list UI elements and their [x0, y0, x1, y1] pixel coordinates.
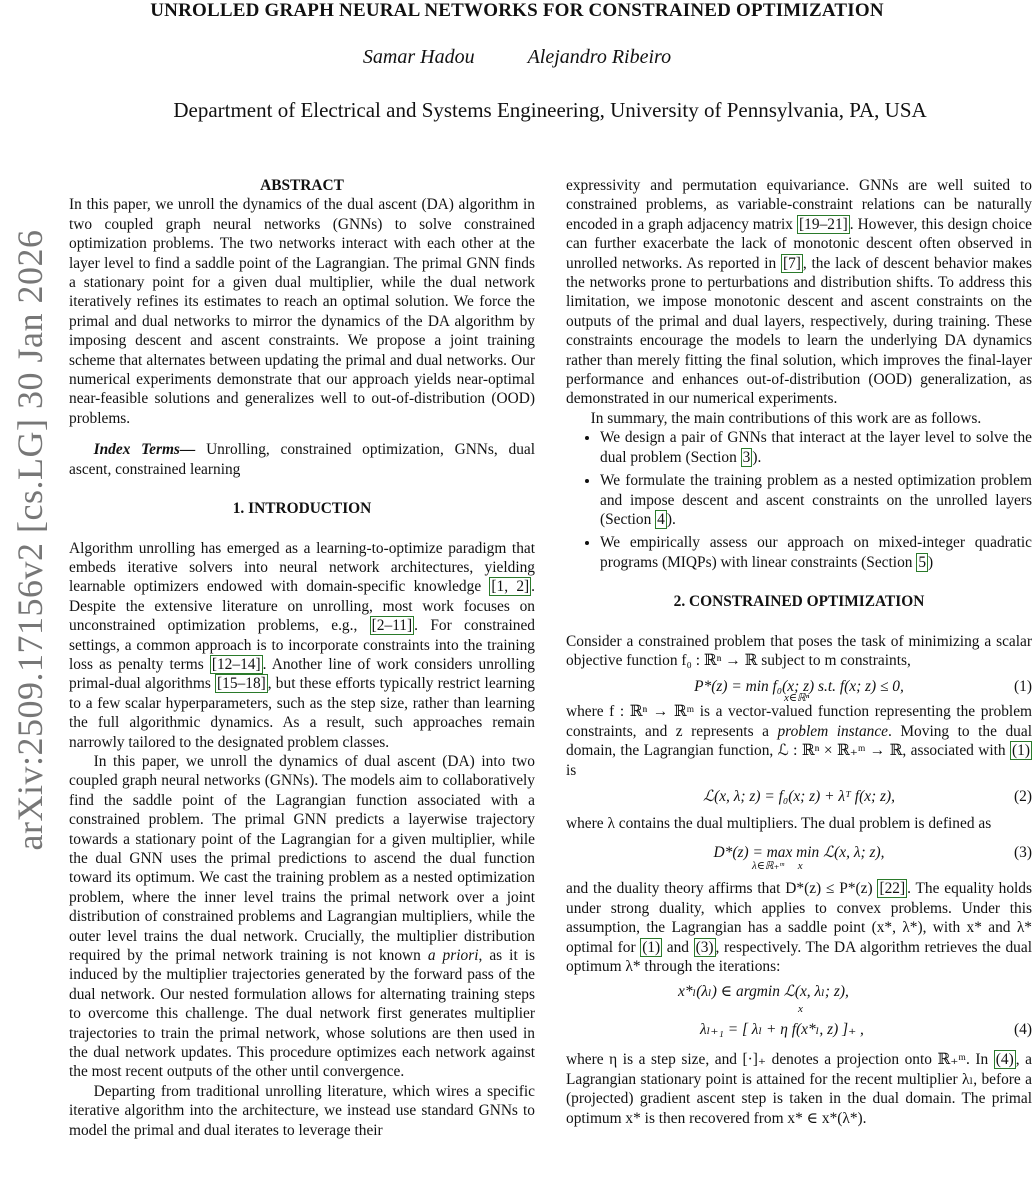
section-2-paragraph-3: where λ contains the dual multipliers. The dual problem is defined as	[566, 814, 992, 832]
section-2-heading: 2. CONSTRAINED OPTIMIZATION	[673, 593, 925, 611]
abstract-heading: ABSTRACT	[260, 177, 344, 194]
citation-link[interactable]: [1, 2]	[491, 578, 530, 596]
contribution-item: • We empirically assess our approach on mixed-integer quadratic programs (MIQPs) with linear constraints (Section 5 )	[600, 533, 1032, 572]
equation-4: x*ₗ(λₗ) ∈ argmin ℒ(x, λₗ; z), x λₗ₊₁ = [ λₗ + η f(x*ₗ, z) ]₊ , (4)	[678, 983, 1032, 1039]
abstract-text: In this paper, we unroll the dynamics of the dual ascent (DA) algorithm in two coupled graph neural networks (GNNs) to solve constrained optimization problems. The two networks interact with each other at the layer level to find a saddle point of the Lagrangian. The primal GNN finds a stationary point for a given dual multiplier, while the dual network iteratively refines its estimates to reach an optimal solution. We force the primal and dual networks to mirror the dynamics of the DA algorithm by imposing descent and ascent constraints. We propose a joint training scheme that alternates between updating the primal and dual networks. Our numerical experiments demonstrate that our approach yields near-optimal near-feasible solutions and generalizes well to out-of-distribution (OOD) problems.	[69, 196, 535, 427]
equation-number: (1)	[1014, 677, 1032, 695]
index-terms-label: Index Terms—	[93, 441, 196, 459]
citation-link[interactable]: [12–14]	[211, 655, 261, 673]
citation-link[interactable]: [15–18]	[217, 675, 266, 693]
contribution-item: • We formulate the training problem as a nested optimization problem and impose descent and ascent constraints on the unrolled layers (Section 4 ).	[600, 471, 1032, 529]
section-2-paragraph-5: where η is a step size, and [·]₊ denotes a projection onto ℝ₊ᵐ. In (4) , a Lagrangian stationary point is attained for the recent multiplier λₗ, before a (projected) gradient ascent step is taken in the dual domain. The primal optimum x* is then recovered from x* ∈ x*(λ*).	[566, 1051, 1032, 1127]
right-column	[566, 176, 1032, 1128]
equation-link[interactable]: (4)	[995, 1051, 1014, 1069]
section-link[interactable]: 3	[742, 448, 751, 466]
author-1: Samar Hadou	[362, 46, 475, 68]
author-list	[0, 46, 1034, 69]
affiliation: Department of Electrical and Systems Engineering, University of Pennsylvania, PA, USA	[173, 98, 927, 122]
contribution-item: • We design a pair of GNNs that interact at the layer level to solve the dual problem (Section 3 ).	[600, 428, 1032, 467]
intro-paragraph-3: Departing from traditional unrolling literature, which wires a specific iterative algorithm into the architecture, we instead use standard GNNs to model the primal and dual iterates to leverage their	[69, 1082, 535, 1139]
section-1-heading: 1. INTRODUCTION	[232, 500, 372, 518]
equation-2: ℒ(x, λ; z) = f₀(x; z) + λᵀ f(x; z), (2)	[703, 788, 1032, 806]
equation-number: (3)	[1014, 843, 1032, 861]
equation-number: (2)	[1014, 788, 1032, 806]
section-2-paragraph-2: where f : ℝⁿ → ℝᵐ is a vector-valued function representing the problem constraints, and z represents a problem instance. Moving to the dual domain, the Lagrangian function, ℒ : ℝⁿ × ℝ₊ᵐ → ℝ, associated with (1) is	[566, 703, 1032, 779]
intro-paragraph-2: In this paper, we unroll the dynamics of dual ascent (DA) into two coupled graph neural networks (GNNs). The models aim to collaboratively find the saddle point of the Lagrangian function associated with a constrained problem. The primal GNN predicts a layerwise trajectory towards a stationary point of the Lagrangian for a given multiplier, while the dual GNN uses the primal predictions to ascend the dual function toward its optimum. We cast the training problem as a nested optimization problem, where the inner level trains the primal network over a joint distribution of constrained problems and Lagrangian multipliers, while the outer level trains the dual network. Crucially, the multiplier distribution required by the primal network training is not known a priori, as it is induced by the multiplier trajectories generated by the forward pass of the dual network. Our nested formulation allows for alternating training steps to overcome this challenge. The dual network first generates multiplier trajectories to train the primal network, whose solutions are then used in the dual network updates. This procedure optimizes each network against the most recent outputs of the other until convergence.	[69, 752, 535, 1081]
arxiv-identifier-stamp	[2, 180, 58, 900]
citation-link[interactable]: [19–21]	[799, 215, 848, 233]
paper-title: UNROLLED GRAPH NEURAL NETWORKS FOR CONSTRAINED OPTIMIZATION	[150, 0, 884, 21]
equation-number: (4)	[1014, 1021, 1032, 1039]
equation-3: D*(z) = max min ℒ(x, λ; z), λ∈ℝ₊ᵐ x (3)	[713, 843, 1032, 873]
contributions-intro: In summary, the main contributions of this work are as follows.	[590, 409, 982, 427]
index-terms: Index Terms— Unrolling, constrained optimization, GNNs, dual ascent, constrained learning	[69, 441, 535, 478]
intro-paragraph-4: expressivity and permutation equivariance. GNNs are well suited to constrained problems, as variable-constraint relations can be naturally encoded in a graph adjacency matrix [19–21] . However, this design choice can further exacerbate the lack of monotonic descent often observed in unrolled networks. As reported in [7] , the lack of descent behavior makes the networks prone to perturbations and distribution shifts. To address this limitation, we impose monotonic descent and ascent constraints on the outputs of the primal and dual layers, respectively, during training. These constraints encourage the models to learn the underlying DA dynamics rather than merely fitting the final solution, which improves the final-layer performance and enhances out-of-distribution (OOD) generalization, as demonstrated in our numerical experiments.	[566, 177, 1032, 408]
intro-paragraph-1: Algorithm unrolling has emerged as a learning-to-optimize paradigm that embeds iterative solvers into neural network architectures, yielding learnable optimizers endowed with domain-specific knowledge [1, 2] . Despite the extensive literature on unrolling, most work focuses on unconstrained optimization problems, e.g., [2–11] . For constrained settings, a common approach is to incorporate constraints into the training loss as penalty terms [12–14] . Another line of work considers unrolling primal-dual algorithms [15–18] , but these efforts typically restrict learning to a few scalar hyperparameters, such as the step size, rather than learning the full algorithmic dynamics. As a result, such approaches remain narrowly tailored to the designated problem classes.	[69, 539, 535, 751]
equation-link[interactable]: (1)	[1012, 742, 1030, 760]
equation-link[interactable]: (3)	[695, 938, 714, 956]
author-2: Alejandro Ribeiro	[527, 46, 672, 68]
contributions-list	[566, 428, 1032, 572]
section-2-paragraph-1: Consider a constrained problem that poses the task of minimizing a scalar objective function f₀ : ℝⁿ → ℝ subject to m constraints,	[566, 632, 1032, 669]
citation-link[interactable]: [7]	[782, 254, 801, 272]
equation-link[interactable]: (1)	[642, 938, 661, 956]
section-link[interactable]: 5	[918, 553, 927, 571]
citation-link[interactable]: [22]	[879, 880, 906, 898]
section-link[interactable]: 4	[657, 510, 665, 528]
left-column	[69, 176, 535, 1140]
equation-1: P*(z) = min f₀(x; z) s.t. f(x; z) ≤ 0, x∈ℝⁿ (1)	[694, 677, 1032, 705]
section-2-paragraph-4: and the duality theory affirms that D*(z) ≤ P*(z) [22] . The equality holds under strong duality, which applies to convex problems. Under this assumption, the Lagrangian has a saddle point (x*, λ*), with x* and λ* optimal for (1) and (3) , respectively. The DA algorithm retrieves the dual optimum λ* through the iterations:	[566, 880, 1032, 975]
arxiv-id-text: arXiv:2509.17156v2 [cs.LG] 30 Jan 2026	[10, 229, 50, 851]
citation-link[interactable]: [2–11]	[371, 617, 413, 635]
